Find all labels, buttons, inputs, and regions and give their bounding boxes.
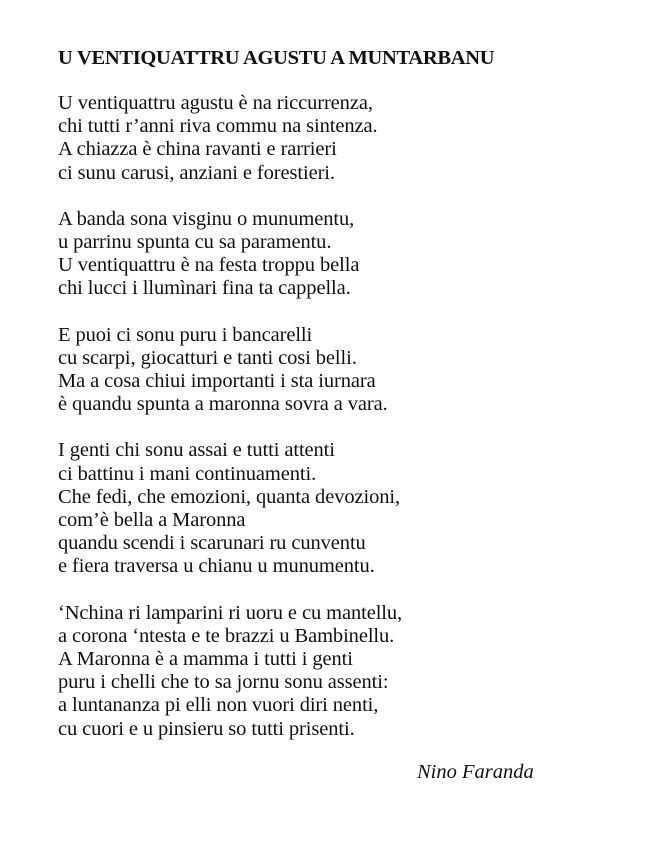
poem-line: ci battinu i mani continuamenti. [58,462,317,485]
poem-line: puru i chelli che to sa jornu sonu assenti: [58,671,389,694]
poem-line: E puoi ci sonu puru i bancarelli [58,323,313,346]
poem-line: A banda sona visginu o munumentu, [58,207,355,230]
poem-line: a corona ‘ntesta e te brazzi u Bambinellu. [58,624,395,647]
stanza-5 [58,602,618,741]
poem-line: U ventiquattru è na festa troppu bella [58,254,360,277]
stanza-3 [58,324,618,417]
poem-line: ci sunu carusi, anziani e forestieri. [58,161,335,184]
poem-line: com’è bella a Maronna [58,509,246,532]
stanza-4 [58,439,618,578]
poem-line: chi lucci i llumìnari fina ta cappella. [58,277,351,300]
poem-line: Che fedi, che emozioni, quanta devozioni, [58,485,401,508]
poem-line: cu cuori e u pinsieru so tutti prisenti. [58,717,355,740]
poem-line: A chiazza è china ravanti e rarrieri [58,138,337,161]
poem-line: ‘Nchina ri lamparini ri uoru e cu mantellu, [58,601,403,624]
author-signature: Nino Faranda [417,761,534,783]
poem-line: è quandu spunta a maronna sovra a vara. [58,393,388,416]
poem-line: Ma a cosa chiui importanti i sta iurnara [58,370,376,393]
poem-title: U VENTIQUATTRU AGUSTU A MUNTARBANU [58,47,495,69]
stanza-2 [58,208,618,301]
poem-line: u parrinu spunta cu sa paramentu. [58,231,332,254]
poem-line: e fiera traversa u chianu u munumentu. [58,555,375,578]
poem-line: U ventiquattru agustu è na riccurrenza, [58,92,373,114]
stanza-1 [58,92,618,185]
poem-line: quandu scendi i scarunari ru cunventu [58,532,366,555]
poem-line: chi tutti r’anni riva commu na sintenza. [58,115,378,138]
poem-body [58,92,618,764]
poem-line: cu scarpi, giocatturi e tanti cosi belli. [58,346,357,369]
poem-line: a luntananza pi elli non vuori diri nenti, [58,694,379,717]
poem-line: I genti chi sonu assai e tutti attenti [58,439,335,462]
poem-line: A Maronna è a mamma i tutti i genti [58,648,353,671]
